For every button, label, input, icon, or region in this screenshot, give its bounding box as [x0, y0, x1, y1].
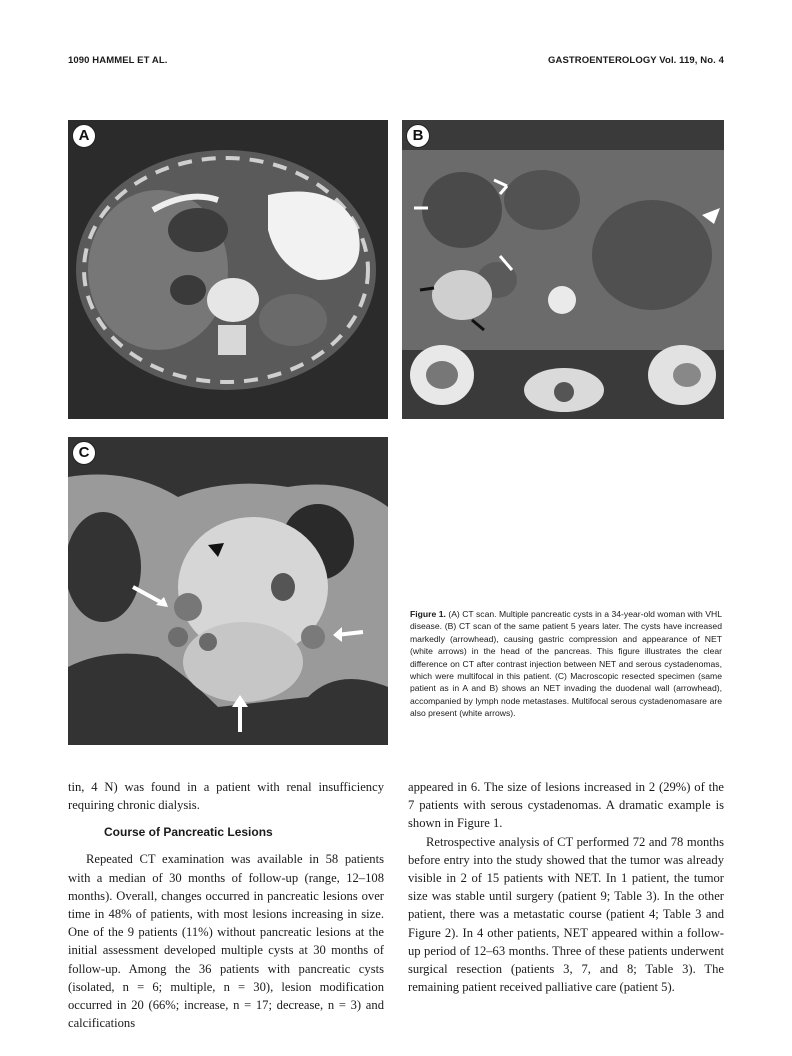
figure-panel-c	[68, 437, 388, 745]
paragraph: Retrospective analysis of CT performed 72 and 78 months before entry into the study showed that the tumor was already visible in 2 of 15 patients with NET. In 1 patient, the tumor size was stable until surgery (patient 9; Table 3). In the other patient, there was a metastatic course (patient 4; Table 3 and Figure 2). In 4 other patients, NET appeared within a follow-up period of 12–63 months. Three of these patients underwent surgical resection (patients 3, 7, and 8; Table 3). The remaining patient received palliative care (patient 5).	[408, 834, 724, 995]
figure-panel-b	[402, 120, 724, 419]
paragraph: tin, 4 N) was found in a patient with renal insufficiency requiring chronic dialysis.	[68, 780, 384, 813]
figure-caption	[410, 608, 722, 720]
ct-scan-b-image	[402, 120, 724, 419]
figure-panel-a	[68, 120, 388, 419]
section-heading: Course of Pancreatic Lesions	[104, 825, 273, 840]
left-text-column	[68, 778, 384, 1032]
paragraph: appeared in 6. The size of lesions increased in 2 (29%) of the 7 patients with serous cystadenomas. A dramatic example is shown in Figure 1.	[408, 780, 724, 831]
panel-label-b: B	[406, 124, 430, 148]
running-header	[68, 55, 724, 69]
right-text-column	[408, 778, 724, 996]
paragraph: Repeated CT examination was available in 58 patients with a median of 30 months of follow-up (range, 12–108 months). Overall, changes occurred in pancreatic lesions over time in 48% of patients, with most lesions increasing in size. One of the 9 patients (11%) without pancreatic lesions at the initial assessment developed multiple cysts at 30 months of follow-up. Among the 36 patients with pancreatic cysts (isolated, n = 6; multiple, n = 30), lesion modification occurred in 20 (66%; increase, n = 17; decrease, n = 3) and calcifications	[68, 852, 384, 1031]
panel-label-a: A	[72, 124, 96, 148]
panel-label-c: C	[72, 441, 96, 465]
header-page-author: 1090 HAMMEL ET AL.	[68, 55, 168, 66]
figure-caption-label: Figure 1.	[410, 609, 446, 619]
ct-scan-a-image	[68, 120, 388, 419]
specimen-c-image	[68, 437, 388, 745]
figure-caption-text: (A) CT scan. Multiple pancreatic cysts in a 34-year-old woman with VHL disease. (B) CT scan of the same patient 5 years later. The cysts have increased markedly (arrowhead), causing gastric compression and appearance of NET (white arrows) in the head of the pancreas. This figure illustrates the clear difference on CT after contrast injection between NET and serous cystadenomas, which were multifocal in this patient. (C) Macroscopic resected specimen (same patient as in A and B) shows an NET invading the duodenal wall (arrowhead), accompanied by lymph node metastases. Multifocal serous cystadenomasare are also present (white arrows).	[410, 609, 722, 719]
header-journal: GASTROENTEROLOGY Vol. 119, No. 4	[548, 55, 724, 66]
